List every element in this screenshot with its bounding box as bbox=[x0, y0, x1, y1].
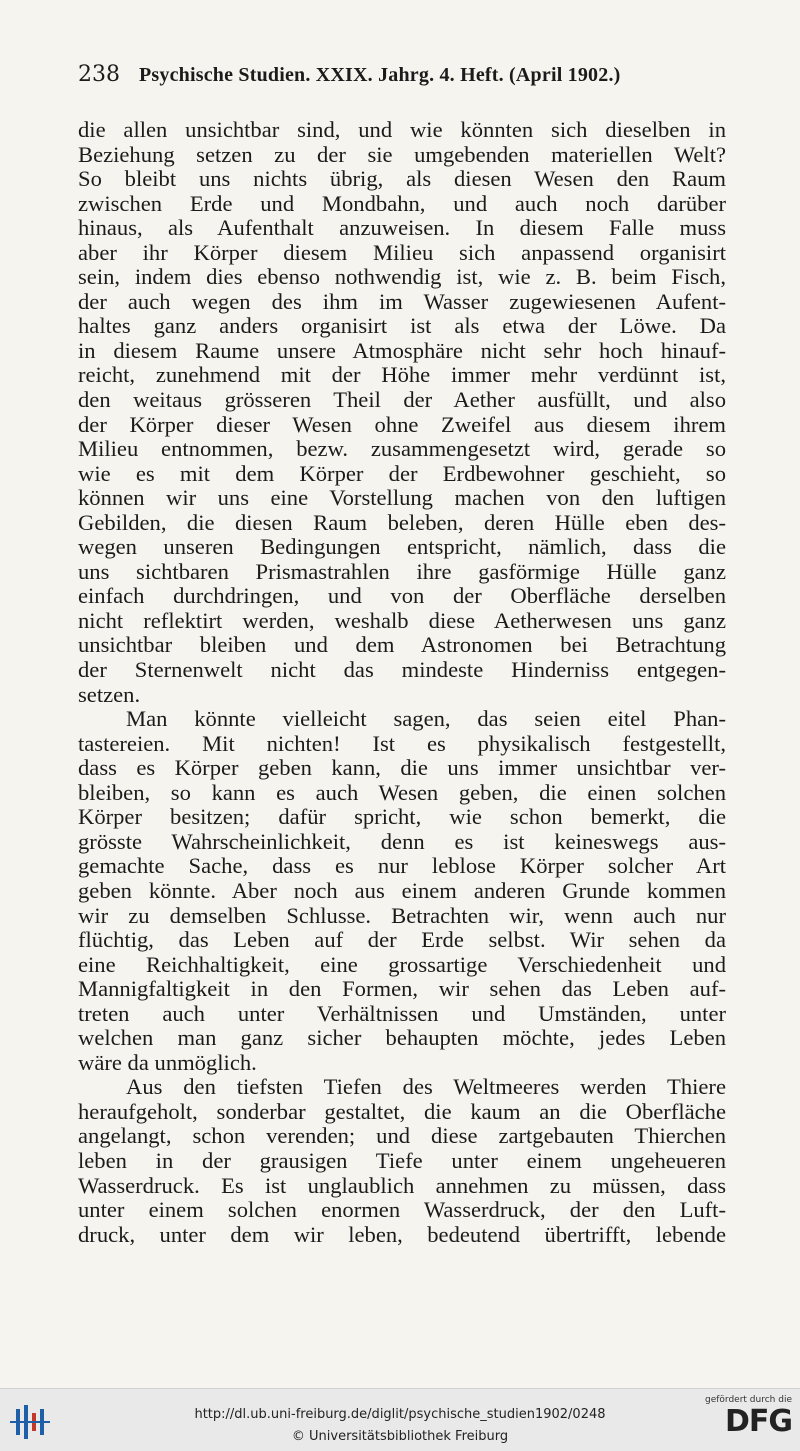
text-line: druck, unter dem wir leben, bedeutend übertrifft, lebende bbox=[78, 1222, 726, 1247]
text-line: Mannigfaltigkeit in den Formen, wir sehen das Leben auf- bbox=[78, 977, 726, 1002]
dfg-wordmark: DFG bbox=[724, 1404, 792, 1439]
dfg-logo[interactable] bbox=[702, 1395, 792, 1447]
text-line: Milieu entnommen, bezw. zusammengesetzt wird, gerade so bbox=[78, 437, 726, 462]
text-line: So bleibt uns nichts übrig, als diesen Wesen den Raum bbox=[78, 167, 726, 192]
text-line: setzen. bbox=[78, 682, 141, 707]
text-line: Aus den tiefsten Tiefen des Weltmeeres werden Thiere bbox=[126, 1075, 726, 1100]
text-line: in diesem Raume unsere Atmosphäre nicht sehr hoch hinauf- bbox=[78, 338, 726, 363]
text-line: die allen unsichtbar sind, und wie könnten sich dieselben in bbox=[78, 118, 726, 142]
text-line: gemachte Sache, dass es nur leblose Körper solcher Art bbox=[78, 854, 726, 879]
text-line: einfach durchdringen, und von der Oberfläche derselben bbox=[78, 584, 726, 609]
text-line: wäre da unmöglich. bbox=[78, 1050, 257, 1075]
body-text bbox=[78, 118, 726, 1247]
copyright-notice: © Universitätsbibliothek Freiburg bbox=[291, 1429, 509, 1444]
text-line: Gebilden, die diesen Raum beleben, deren Hülle eben des- bbox=[78, 510, 726, 535]
text-line: aber ihr Körper diesem Milieu sich anpassend organisirt bbox=[78, 240, 726, 265]
text-line: eine Reichhaltigkeit, eine grossartige Verschiedenheit und bbox=[78, 952, 726, 977]
text-line: Man könnte vielleicht sagen, das seien eitel Phan- bbox=[126, 707, 726, 732]
text-line: Wasserdruck. Es ist unglaublich annehmen zu müssen, dass bbox=[78, 1173, 726, 1198]
viewer-footer bbox=[0, 1388, 800, 1451]
text-line: zwischen Erde und Mondbahn, und auch noch darüber bbox=[78, 191, 726, 216]
running-head bbox=[78, 62, 726, 92]
text-line: geben könnte. Aber noch aus einem anderen Grunde kommen bbox=[78, 878, 726, 903]
text-line: Körper besitzen; dafür spricht, wie schon bemerkt, die bbox=[78, 805, 726, 830]
text-line: haltes ganz anders organisirt ist als etwa der Löwe. Da bbox=[78, 314, 726, 339]
text-line: grösste Wahrscheinlichkeit, denn es ist keineswegs aus- bbox=[78, 829, 726, 854]
text-line: den weitaus grösseren Theil der Aether ausfüllt, und also bbox=[78, 388, 726, 413]
text-line: unsichtbar bleiben und dem Astronomen bei Betrachtung bbox=[78, 633, 726, 658]
text-line: treten auch unter Verhältnissen und Umständen, unter bbox=[78, 1001, 726, 1026]
text-line: dass es Körper geben kann, die uns immer unsichtbar ver- bbox=[78, 756, 726, 781]
text-line: unter einem solchen enormen Wasserdruck, der den Luft- bbox=[78, 1198, 726, 1223]
text-line: tastereien. Mit nichten! Ist es physikalisch festgestellt, bbox=[78, 731, 726, 756]
text-line: der Körper dieser Wesen ohne Zweifel aus diesem ihrem bbox=[78, 412, 726, 437]
text-line: Beziehung setzen zu der sie umgebenden materiellen Welt? bbox=[78, 142, 726, 167]
text-line: flüchtig, das Leben auf der Erde selbst. Wir sehen da bbox=[78, 928, 726, 953]
text-line: heraufgeholt, sonderbar gestaltet, die kaum an die Oberfläche bbox=[78, 1099, 726, 1124]
permalink-url[interactable]: http://dl.ub.uni-freiburg.de/diglit/psychische_studien1902/0248 bbox=[194, 1407, 606, 1422]
text-line: welchen man ganz sicher behaupten möchte, jedes Leben bbox=[78, 1026, 726, 1051]
text-line: hinaus, als Aufenthalt anzuweisen. In diesem Falle muss bbox=[78, 216, 726, 241]
text-line: der Sternenwelt nicht das mindeste Hinderniss entgegen- bbox=[78, 658, 726, 683]
text-line: können wir uns eine Vorstellung machen von den luftigen bbox=[78, 486, 726, 511]
text-line: wie es mit dem Körper der Erdbewohner geschieht, so bbox=[78, 461, 726, 486]
journal-title: Psychische Studien. XXIX. Jahrg. 4. Heft. (April 1902.) bbox=[138, 64, 621, 86]
page-number: 238 bbox=[78, 62, 120, 87]
text-line: wegen unseren Bedingungen entspricht, nämlich, dass die bbox=[78, 535, 726, 560]
text-line: sein, indem dies ebenso nothwendig ist, wie z. B. beim Fisch, bbox=[78, 265, 726, 290]
text-line: nicht reflektirt werden, weshalb diese Aetherwesen uns ganz bbox=[78, 608, 726, 633]
text-line: uns sichtbaren Prismastrahlen ihre gasförmige Hülle ganz bbox=[78, 559, 726, 584]
dfg-funding-text: gefördert durch die bbox=[705, 1395, 792, 1405]
text-line: wir zu demselben Schlusse. Betrachten wir, wenn auch nur bbox=[78, 903, 726, 928]
text-line: bleiben, so kann es auch Wesen geben, die einen solchen bbox=[78, 780, 726, 805]
text-line: reicht, zunehmend mit der Höhe immer mehr verdünnt ist, bbox=[78, 363, 726, 388]
text-line: der auch wegen des ihm im Wasser zugewiesenen Aufent- bbox=[78, 289, 726, 314]
text-line: angelangt, schon verenden; und diese zartgebauten Thierchen bbox=[78, 1124, 726, 1149]
text-line: leben in der grausigen Tiefe unter einem ungeheueren bbox=[78, 1148, 726, 1173]
